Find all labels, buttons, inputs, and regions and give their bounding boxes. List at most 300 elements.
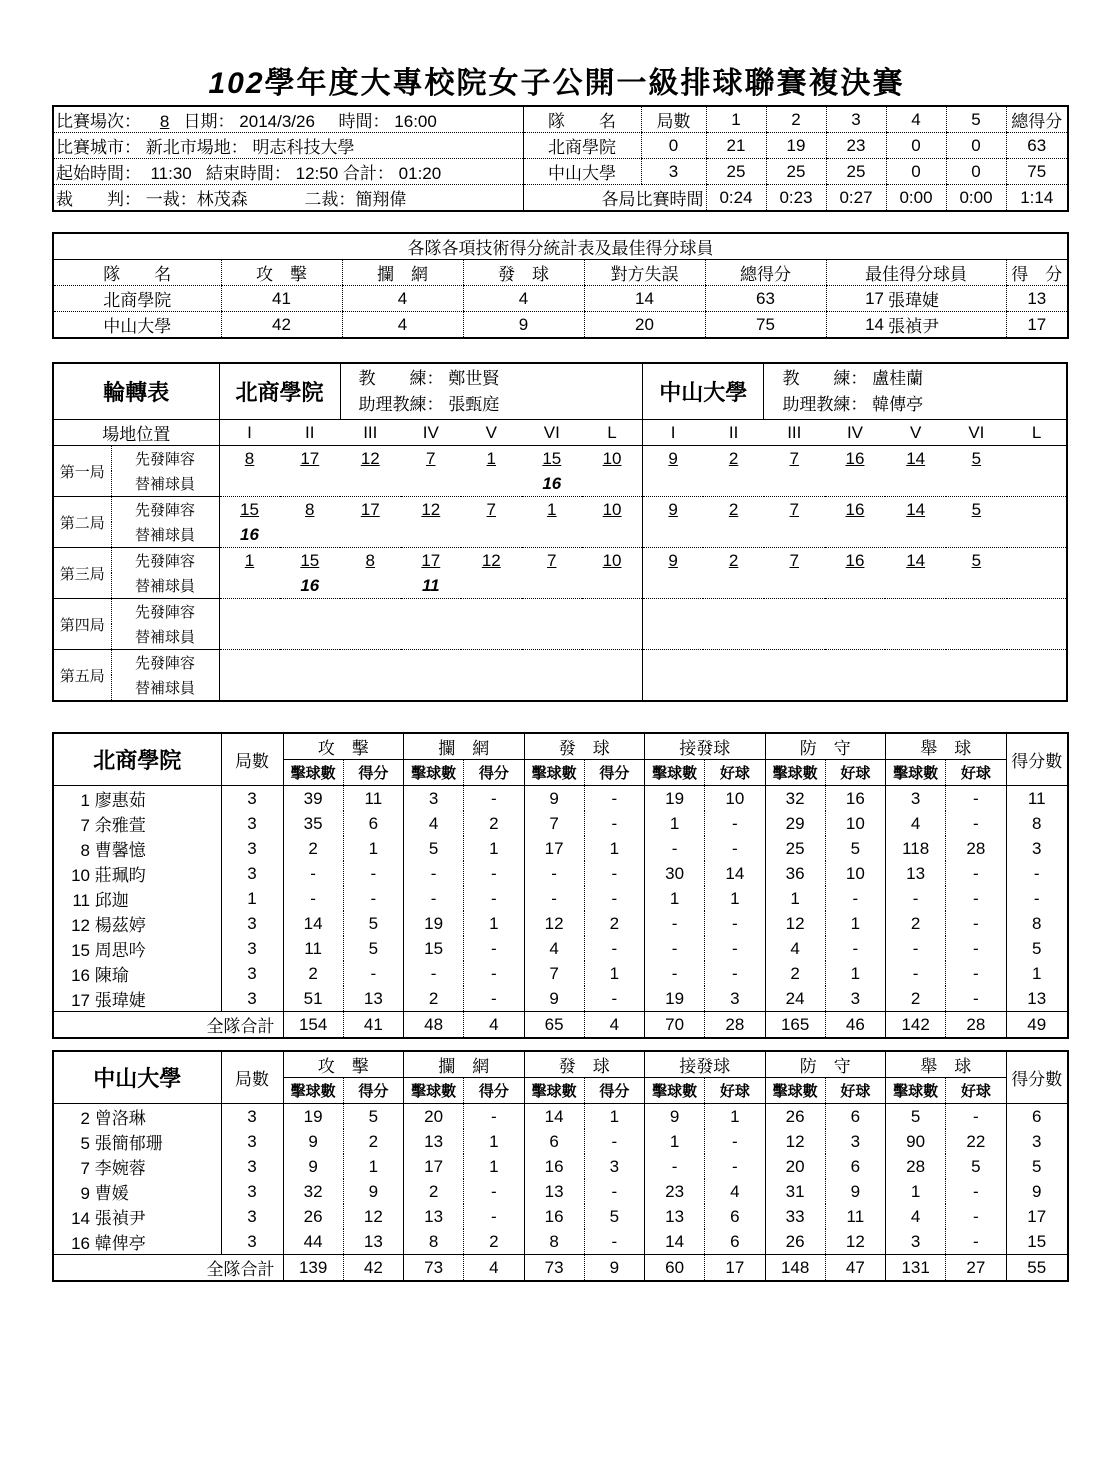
cell: 26 [765,1229,825,1255]
cell [764,675,825,701]
cell: 擊球數 [524,760,584,786]
cell [643,573,704,599]
cell: 13 [645,1204,705,1229]
cell: 16 [219,522,280,548]
cell: 17 [1006,312,1068,339]
cell: 3 [221,786,283,812]
text: 起始時間： [56,164,141,183]
text: 簡翔偉 [355,190,407,209]
cell: 隊 名 [53,260,221,286]
cell: 擊球數 [645,760,705,786]
text: 8 [159,112,170,131]
player-row [53,786,1068,812]
cell [219,650,280,676]
player-name: 曾洛琳 [94,1109,146,1128]
cell: 15 [300,550,320,570]
cell: 得分 [584,760,644,786]
text: 0 [946,159,1006,185]
cell: 5 [343,936,403,961]
cell: 7 [789,550,800,570]
player-row [53,986,1068,1012]
page-title [0,58,1113,102]
cell [825,471,886,497]
cell: 7 [547,550,557,570]
cell [53,936,221,961]
cell: 好球 [705,760,765,786]
cell [219,624,280,650]
cell: 6 [524,1129,584,1154]
cell: 10 [602,550,622,570]
cell [1007,497,1068,523]
cell: - [946,1104,1006,1130]
cell: 9 [643,548,704,574]
cell: 1 [645,811,705,836]
text: 2014/3/26 [239,112,315,131]
cell: - [584,786,644,812]
cell: 9 [524,986,584,1012]
cell: 攻 擊 [221,260,342,286]
text: 助理教練： [782,394,868,414]
cell: - [464,886,524,911]
cell: 41 [221,286,342,312]
text: 二裁： [304,190,356,209]
cell: 擊球數 [765,1078,825,1104]
cell: 9 [584,1255,644,1282]
cell [280,624,341,650]
cell: 10 [602,448,622,468]
text: 4 [886,106,946,133]
cell: 16 [825,786,885,812]
player-name: 曹馨憶 [94,841,146,860]
cell: - [1006,886,1068,911]
cell: 1 [705,1104,765,1130]
cell: 10 [825,811,885,836]
cell: 3 [1006,836,1068,861]
cell: 5 [946,1154,1006,1179]
text: 各隊各項技術得分統計表及最佳得分球員 [53,233,1068,260]
cell [522,522,583,548]
team-a-player-stats [52,732,1069,1039]
team-total-row [53,1012,1068,1039]
cell: - [946,961,1006,986]
rotation-table [52,362,1068,702]
cell [946,522,1007,548]
cell: 31 [765,1179,825,1204]
cell [885,522,946,548]
cell: 12 [765,911,825,936]
cell: 先發陣容 [135,451,196,468]
cell: 14 [906,499,926,519]
cell: 154 [283,1012,343,1039]
cell: 6 [705,1229,765,1255]
cell [643,599,704,625]
cell: 得分 [343,760,403,786]
player-name: 張簡郁珊 [94,1134,163,1153]
cell: 2 [584,911,644,936]
cell: 73 [404,1255,464,1282]
cell: 舉 球 [886,733,1007,760]
cell: - [343,861,403,886]
cell: 1 [343,1154,403,1179]
cell: 3 [825,1129,885,1154]
player-number: 15 [71,941,90,960]
cell: - [705,961,765,986]
cell: 4 [524,936,584,961]
cell: 1 [825,961,885,986]
cell: 攔 網 [404,733,525,760]
cell: 28 [946,1012,1006,1039]
player-name: 李婉蓉 [94,1159,146,1178]
text: 102 [208,67,265,100]
cell: 攔 網 [404,1051,525,1078]
cell: 擊球數 [886,1078,946,1104]
cell: - [645,961,705,986]
text: 助理教練： [358,394,444,414]
cell: - [705,911,765,936]
cell: 1 [825,911,885,936]
cell: II [280,420,341,446]
text: 張甄庭 [448,394,500,414]
cell: 4 [886,1204,946,1229]
cell: 好球 [705,1078,765,1104]
cell [1007,675,1068,701]
table-row [53,286,1068,312]
cell: 發 球 [524,1051,645,1078]
text: 2 [766,106,826,133]
text: 0 [641,133,706,159]
cell: - [946,1204,1006,1229]
cell [53,1129,221,1154]
cell: 10 [602,499,622,519]
cell: III [764,420,825,446]
text: 25 [826,159,886,185]
cell: 6 [1006,1104,1068,1130]
text: 輪轉表 [53,363,219,420]
cell: - [946,886,1006,911]
cell: 11 [401,573,462,599]
cell: 擊球數 [283,760,343,786]
text: 明志科技大學 [252,138,355,157]
cell: 16 [524,1154,584,1179]
cell: 得分 [464,1078,524,1104]
cell: - [946,861,1006,886]
cell: 46 [825,1012,885,1039]
cell [53,786,221,812]
cell: 第五局 [53,650,111,702]
tech-stats-table [52,232,1069,339]
cell: 9 [463,312,584,339]
cell: 9 [1006,1179,1068,1204]
cell: 最佳得分球員 [826,260,1006,286]
player-number: 16 [71,1234,90,1253]
cell: 118 [886,836,946,861]
cell: 接發球 [645,733,766,760]
cell [825,522,886,548]
cell: 2 [343,1129,403,1154]
cell: 3 [221,811,283,836]
cell: 4 [765,936,825,961]
player-number: 1 [80,791,90,810]
cell: 8 [305,499,315,519]
cell: 好球 [946,1078,1006,1104]
cell [703,675,764,701]
cell: 總得分 [705,260,826,286]
text: 0:24 [706,185,766,212]
cell: 65 [524,1012,584,1039]
text: 0:00 [946,185,1006,212]
cell: 12 [421,499,441,519]
cell [53,1179,221,1204]
cell: 14 [645,1229,705,1255]
text: 比賽場次： [56,112,141,131]
text: 總得分 [1006,106,1068,133]
cell: 11 [825,1204,885,1229]
cell: - [464,1204,524,1229]
cell [582,599,643,625]
cell [461,650,522,676]
cell: 75 [705,312,826,339]
cell: 44 [283,1229,343,1255]
cell: - [283,886,343,911]
cell: 9 [825,1179,885,1204]
cell: 中山大學 [53,312,221,339]
cell: - [1006,861,1068,886]
cell [582,624,643,650]
text: 11:30 [150,164,192,183]
text: 0 [886,159,946,185]
text: 1 [706,106,766,133]
cell: 1 [464,1154,524,1179]
cell: 14 [826,312,886,339]
text: 3 [641,159,706,185]
cell [219,599,280,625]
cell: 28 [886,1154,946,1179]
cell: 29 [765,811,825,836]
cell [643,624,704,650]
cell: 16 [280,573,341,599]
cell [885,650,946,676]
rotation-row [53,471,1067,497]
text: 場地： [196,138,248,157]
cell: 19 [645,986,705,1012]
cell: 17 [826,286,886,312]
cell: 17 [404,1154,464,1179]
cell [53,1204,221,1229]
cell: 9 [645,1104,705,1130]
cell [946,650,1007,676]
cell: 4 [404,811,464,836]
cell [340,599,401,625]
team-b-player-stats [52,1050,1069,1282]
cell: 12 [343,1204,403,1229]
cell: 3 [221,1179,283,1204]
cell: I [643,420,704,446]
cell [53,961,221,986]
cell: - [584,811,644,836]
cell: 1 [584,836,644,861]
cell: 9 [343,1179,403,1204]
cell [703,573,764,599]
player-name: 周思吟 [94,941,146,960]
cell: 1 [547,499,557,519]
cell [885,675,946,701]
cell [1007,599,1068,625]
player-row [53,811,1068,836]
text: 一裁： [145,190,197,209]
text: 裁 判： [56,190,141,209]
cell [53,811,221,836]
cell: 3 [886,1229,946,1255]
cell [401,650,462,676]
cell [401,675,462,701]
cell [1007,624,1068,650]
text: 新北市 [145,138,197,157]
cell: 1 [464,1129,524,1154]
cell [53,1154,221,1179]
player-number: 16 [71,966,90,985]
cell [461,624,522,650]
text: 3 [826,106,886,133]
player-number: 10 [71,866,90,885]
match-no-row [53,106,523,133]
cell: - [584,986,644,1012]
cell: - [464,786,524,812]
cell: 33 [765,1204,825,1229]
player-name: 韓俾亭 [94,1234,146,1253]
cell: 142 [886,1012,946,1039]
cell [764,650,825,676]
cell [643,471,704,497]
player-row [53,861,1068,886]
cell: 63 [705,286,826,312]
cell: 攻 擊 [283,1051,404,1078]
cell: 16 [524,1204,584,1229]
cell: 3 [221,961,283,986]
cell: - [404,886,464,911]
cell [825,624,886,650]
cell: 3 [221,986,283,1012]
cell: 張禎尹 [888,317,939,336]
cell [280,650,341,676]
cell: 13 [404,1204,464,1229]
text: 21 [706,133,766,159]
player-number: 8 [80,841,90,860]
cell: IV [825,420,886,446]
cell: 11 [1006,786,1068,812]
cell [522,675,583,701]
cell [825,675,886,701]
cell: 3 [221,1154,283,1179]
cell: - [946,936,1006,961]
cell: 28 [946,836,1006,861]
text: 時間： [338,112,390,131]
cell: 2 [404,1179,464,1204]
cell: - [946,811,1006,836]
cell: 14 [283,911,343,936]
cell [219,675,280,701]
cell: 12 [360,448,380,468]
cell: 第三局 [53,548,111,599]
cell: 8 [219,446,280,472]
cell: 9 [524,786,584,812]
cell: 3 [886,786,946,812]
cell: 得分 [584,1078,644,1104]
cell: 10 [705,786,765,812]
cell: - [705,936,765,961]
cell: 第一局 [53,446,111,497]
cell [643,650,704,676]
cell: 對方失誤 [584,260,705,286]
cell [1007,548,1068,574]
cell: 60 [645,1255,705,1282]
cell: 5 [886,1104,946,1130]
cell [461,599,522,625]
cell: 擊球數 [645,1078,705,1104]
cell: 17 [1006,1204,1068,1229]
player-name: 余雅萱 [94,816,146,835]
cell: 4 [886,811,946,836]
cell: - [464,1179,524,1204]
player-row [53,1179,1068,1204]
cell: 2 [886,986,946,1012]
cell [53,886,221,911]
cell: 14 [584,286,705,312]
cell: III [340,420,401,446]
player-row [53,911,1068,936]
cell: 替補球員 [135,680,196,697]
cell: 8 [404,1229,464,1255]
table-row [53,312,1068,339]
cell: - [946,986,1006,1012]
cell: 擊球數 [886,760,946,786]
cell: 5 [971,499,982,519]
cell: 1 [645,1129,705,1154]
cell: 防 守 [765,733,886,760]
cell: 90 [886,1129,946,1154]
cell [885,573,946,599]
cell: - [343,886,403,911]
cell: 全隊合計 [53,1255,283,1282]
cell: - [584,936,644,961]
text: 25 [706,159,766,185]
cell [825,573,886,599]
text: 1:14 [1006,185,1068,212]
cell [461,471,522,497]
cell [703,650,764,676]
player-row [53,961,1068,986]
cell: 先發陣容 [135,655,196,672]
cell: 9 [643,446,704,472]
cell: 替補球員 [111,471,219,497]
cell: - [705,811,765,836]
cell: 7 [524,811,584,836]
cell: 先發陣容 [135,553,196,570]
cell: 22 [946,1129,1006,1154]
cell: 10 [825,861,885,886]
cell: - [584,861,644,886]
cell: 1 [1006,961,1068,986]
cell: - [705,1129,765,1154]
cell: 5 [1006,936,1068,961]
cell [53,836,221,861]
text: 0 [886,133,946,159]
cell [825,650,886,676]
cell: 9 [283,1154,343,1179]
player-name: 廖惠茹 [94,791,146,810]
text: 0:23 [766,185,826,212]
cell [946,624,1007,650]
cell [764,522,825,548]
